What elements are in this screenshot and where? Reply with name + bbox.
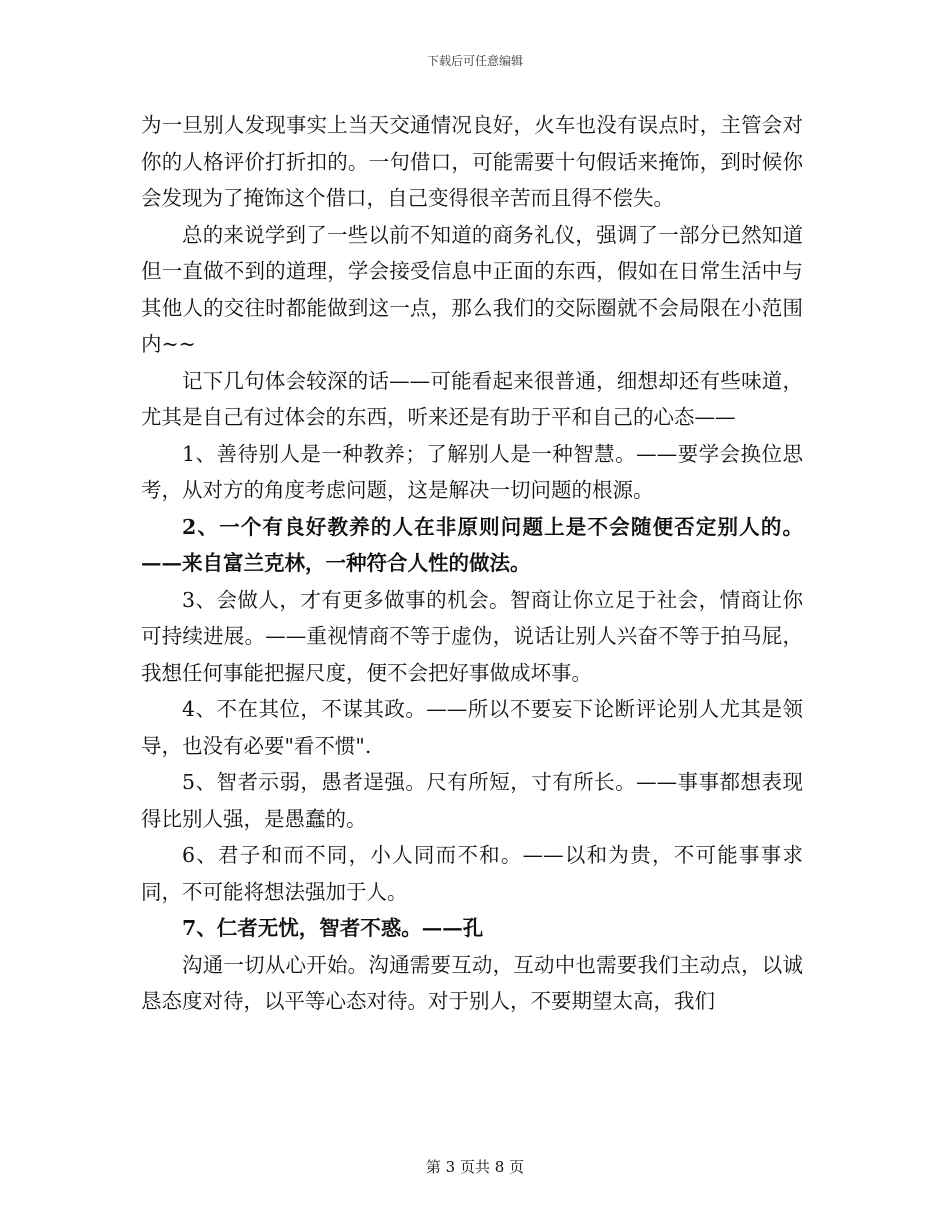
list-item-2: 2、一个有良好教养的人在非原则问题上是不会随便否定别人的。——来自富兰克林，一种符合人性的做法。 <box>141 514 803 575</box>
list-item-4: 4、不在其位，不谋其政。——所以不要妄下论断评论别人尤其是领导，也没有必要"看不惯". <box>141 697 803 758</box>
page-footer: 第 3 页共 8 页 <box>425 1158 525 1176</box>
list-item-5: 5、智者示弱，愚者逞强。尺有所短，寸有所长。——事事都想表现得比别人强，是愚蠢的。 <box>141 770 803 831</box>
paragraph-summary: 总的来说学到了一些以前不知道的商务礼仪，强调了一部分已然知道但一直做不到的道理，学会接受信息中正面的东西，假如在日常生活中与其他人的交往时都能做到这一点，那么我们的交际圈就不会局限在小范围内~~ <box>141 222 803 356</box>
page-header: 下载后可任意编辑 <box>426 54 523 68</box>
list-item-7: 7、仁者无忧，智者不惑。——孔 <box>182 916 484 940</box>
paragraph-communication: 沟通一切从心开始。沟通需要互动，互动中也需要我们主动点，以诚恳态度对待，以平等心态对待。对于别人，不要期望太高，我们 <box>141 952 803 1013</box>
document-body <box>141 107 803 1020</box>
list-item-3: 3、会做人，才有更多做事的机会。智商让你立足于社会，情商让你可持续进展。——重视情商不等于虚伪，说话让别人兴奋不等于拍马屁，我想任何事能把握尺度，便不会把好事做成坏事。 <box>141 587 803 685</box>
list-item-6: 6、君子和而不同，小人同而不和。——以和为贵，不可能事事求同，不可能将想法强加于人。 <box>141 843 803 904</box>
list-item-1: 1、善待别人是一种教养；了解别人是一种智慧。——要学会换位思考，从对方的角度考虑问题，这是解决一切问题的根源。 <box>141 441 803 502</box>
paragraph-intro-quotes: 记下几句体会较深的话——可能看起来很普通，细想却还有些味道，尤其是自己有过体会的东西，听来还是有助于平和自己的心态—— <box>141 368 803 429</box>
paragraph-continuation: 为一旦别人发现事实上当天交通情况良好，火车也没有误点时，主管会对你的人格评价打折扣的。一句借口，可能需要十句假话来掩饰，到时候你会发现为了掩饰这个借口，自己变得很辛苦而且得不偿失。 <box>141 113 803 210</box>
